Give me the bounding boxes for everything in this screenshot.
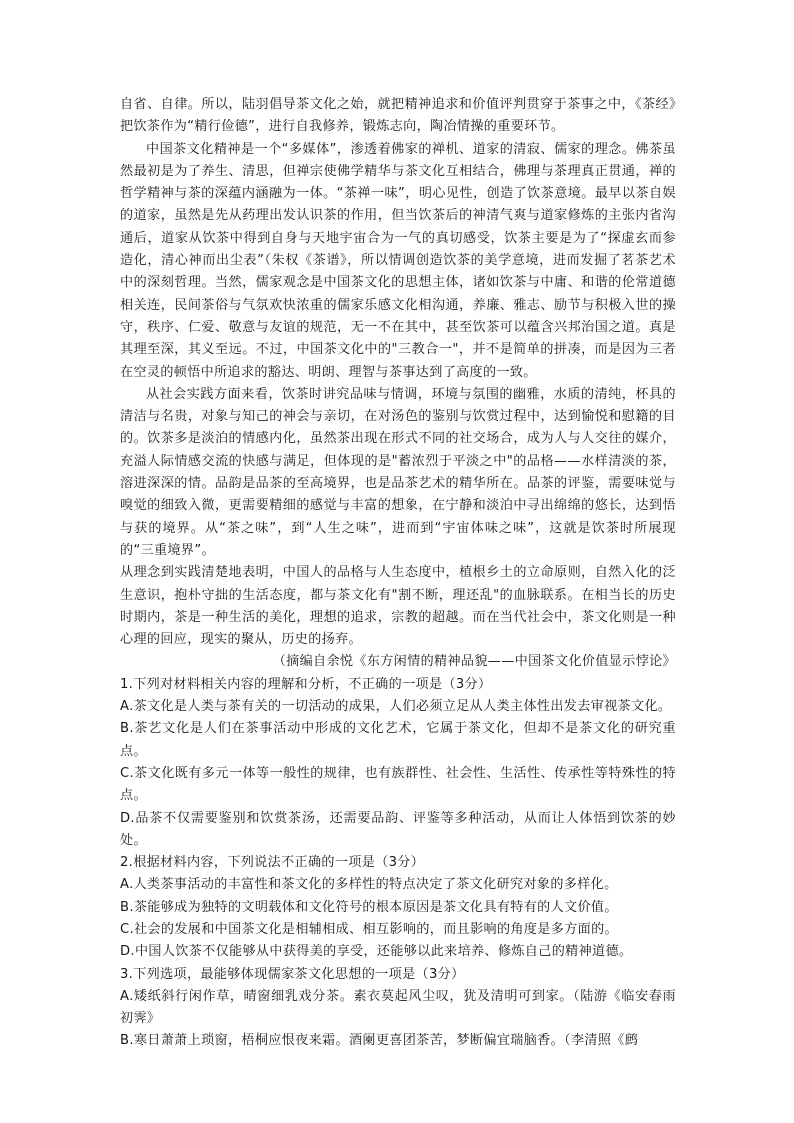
document-body [120,94,676,1053]
question-1-option-c: C.茶文化既有多元一体等一般性的规律，也有族群性、社会性、生活性、传承性等特殊性的特点。 [120,765,676,804]
question-2-stem: 2.根据材料内容，下列说法不正确的一项是（3分） [120,855,425,871]
question-1-stem: 1.下列对材料相关内容的理解和分析，不正确的一项是（3分） [120,676,492,692]
question-1-option-d: D.品茶不仅需要鉴别和饮赏茶汤，还需要品韵、评鉴等多种活动，从而让人体悟到饮茶的妙处。 [120,810,676,848]
question-2-option-c: C.社会的发展和中国茶文化是相辅相成、相互影响的，而且影响的角度是多方面的。 [120,921,618,937]
question-2-option-a: A.人类茶事活动的丰富性和茶文化的多样性的特点决定了茶文化研究对象的多样化。 [120,877,618,893]
question-3-option-a: A.矮纸斜行闲作草，晴窗细乳戏分茶。素衣莫起风尘叹，犹及清明可到家。（陆游《临安春雨初霁》 [120,988,676,1027]
question-1-option-a: A.茶文化是人类与茶有关的一切活动的成果，人们必须立足从人类主体性出发去审视茶文化。 [120,699,672,715]
passage-paragraph-4: 从理念到实践清楚地表明，中国人的品格与人生态度中，植根乡土的立命原则，自然入化的泛生意识，抱朴守拙的生活态度，都与茶文化有"割不断，理还乱"的血脉联系。在相当长的历史时期内，茶是一种生活的美化，理想的追求，宗教的超越。而在当代社会中，茶文化则是一种心理的回应，现实的聚从，历史的扬弃。 [120,565,676,648]
passage-paragraph-1: 自省、自律。所以，陆羽倡导茶文化之始，就把精神追求和价值评判贯穿于茶事之中，《茶经》把饮茶作为“精行俭德”，进行自我修养，锻炼志向，陶冶情操的重要环节。 [120,97,676,135]
passage-paragraph-2: 中国茶文化精神是一个“多媒体”，渗透着佛家的禅机、道家的清寂、儒家的理念。佛茶虽然最初是为了养生、清思，但禅宗使佛学精华与茶文化互相结合，佛理与茶理真正贯通，禅的哲学精神与茶的深蕴内涵融为一体。“茶禅一味”，明心见性，创造了饮茶意境。最早以茶自娱的道家，虽然是先从药理出发认识茶的作用，但当饮茶后的神清气爽与道家修炼的主张内省沟通后，道家从饮茶中得到自身与天地宇宙合为一气的真切感受，饮茶主要是为了“探虚玄而参造化，清心神而出尘表”（朱权《茶谱》，所以情调创造饮茶的美学意境，进而发掘了茗茶艺术中的深刻哲理。当然，儒家观念是中国茶文化的思想主体，诸如饮茶与中庸、和谐的伦常道德相关连，民间茶俗与气氛欢快浓重的儒家乐感文化相沟通，养廉、雅志、励节与积极入世的操守，秩序、仁爱、敬意与友谊的规范，无一不在其中，甚至饮茶可以蕴含兴邦治国之道。真是其理至深，其义至远。不过，中国茶文化中的"三教合一"，并不是简单的拼凑，而是因为三者在空灵的顿悟中所追求的豁达、明朗、理智与茶事达到了高度的一致。 [120,141,676,380]
passage-paragraph-3: 从社会实践方面来看，饮茶时讲究品味与情调，环境与氛围的幽雅，水质的清纯，杯具的清洁与名贵，对象与知己的神会与亲切，在对汤色的鉴别与饮赏过程中，达到愉悦和慰籍的目的。饮茶多是淡泊的情感内化，虽然茶出现在形式不同的社交场合，成为人与人交往的媒介，充溢人际情感交流的快感与满足，但体现的是"蓄浓烈于平淡之中"的品格——水样清淡的茶，溶进深深的情。品韵是品茶的至高境界，也是品茶艺术的精华所在。品茶的评鉴，需要味觉与嗅觉的细致入微，更需要精细的感觉与丰富的想象，在宁静和淡泊中寻出绵绵的悠长，达到悟与获的境界。从“茶之味”，到“人生之味”，进而到“宇宙体味之味”，这就是饮茶时所展现的“三重境界”。 [120,386,676,558]
question-2-option-b: B.茶能够成为独特的文明载体和文化符号的根本原因是茶文化具有特有的人文价值。 [120,899,618,915]
passage-source: （摘编自余悦《东方闲情的精神品貌——中国茶文化价值显示悖论》 [272,654,676,670]
question-2-option-d: D.中国人饮茶不仅能够从中获得美的享受，还能够以此来培养、修炼自己的精神道德。 [120,944,633,960]
question-3-stem: 3.下列选项，最能够体现儒家茶文化思想的一项是（3分） [120,966,465,982]
question-3-option-b: B.寒日萧萧上琐窗，梧桐应恨夜来霜。酒阑更喜团茶苦，梦断偏宜瑞脑香。（李清照《鹧 [120,1033,639,1049]
question-1-option-b: B.茶艺文化是人们在茶事活动中形成的文化艺术，它属于茶文化，但却不是茶文化的研究重点。 [120,721,676,759]
